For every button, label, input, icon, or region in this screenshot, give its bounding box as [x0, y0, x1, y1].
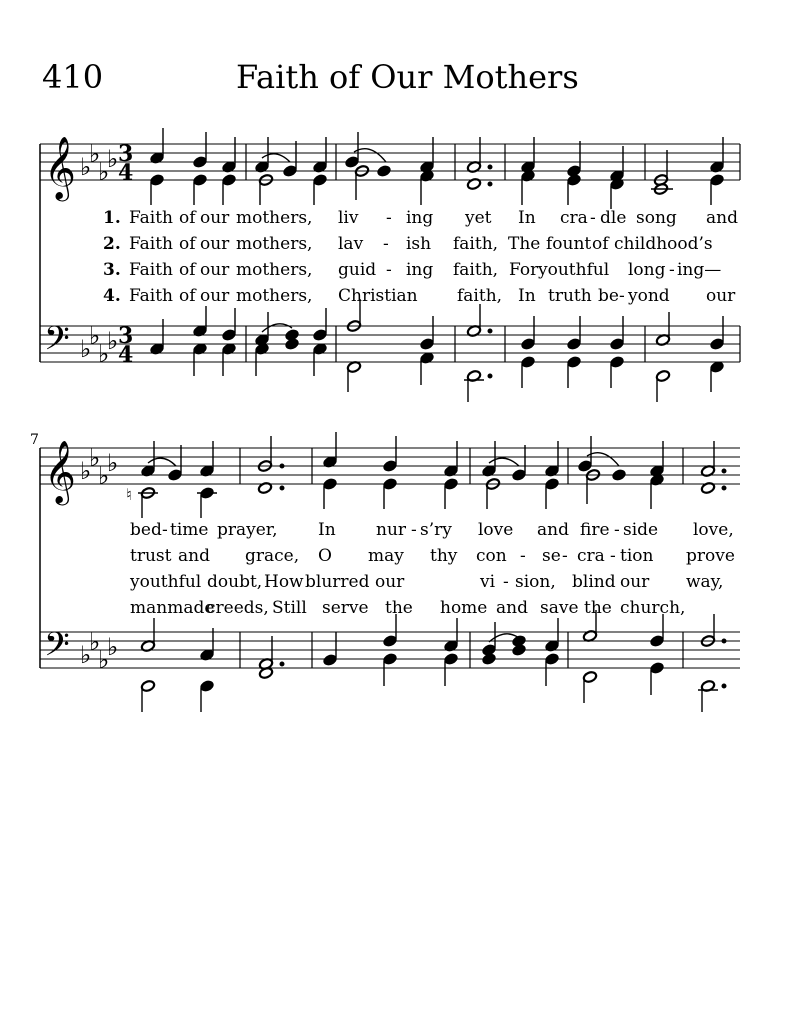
lyric-syllable: cra	[560, 208, 588, 228]
lyric-syllable: -	[383, 234, 389, 254]
lyric-syllable: mothers,	[236, 234, 313, 254]
barlines-2	[240, 448, 686, 668]
key-signature-flat-icon	[80, 444, 118, 674]
lyric-syllable: song	[636, 208, 677, 228]
lyric-syllable: Faith	[129, 286, 173, 306]
lyric-syllable: -	[411, 520, 417, 540]
svg-text:♭: ♭	[89, 322, 101, 350]
lyric-syllable: our	[200, 286, 230, 306]
lyric-syllable: fire	[580, 520, 610, 540]
lyric-syllable: lav	[338, 234, 364, 254]
lyric-syllable: bed	[130, 520, 162, 540]
bass-notes-1	[150, 299, 725, 402]
measure-number: 7	[30, 432, 39, 448]
lyric-syllable: serve	[322, 598, 369, 618]
lyric-syllable: ing—	[677, 260, 722, 280]
lyric-syllable: long	[628, 260, 666, 280]
lyric-syllable: In	[518, 208, 536, 228]
lyric-syllable: mothers,	[236, 286, 313, 306]
hymn-title: Faith of Our Mothers	[236, 58, 579, 96]
treble-staff-1	[40, 144, 740, 180]
svg-text:3: 3	[118, 141, 134, 167]
svg-text:♭: ♭	[89, 628, 101, 656]
lyric-syllable: tion	[620, 546, 654, 566]
verse-number: 4.	[103, 286, 121, 306]
lyric-syllable: our	[375, 572, 405, 592]
lyric-syllable: may	[368, 546, 404, 566]
lyric-syllable: -	[562, 546, 568, 566]
lyric-syllable: faith,	[457, 286, 503, 306]
lyric-syllable: our	[200, 208, 230, 228]
lyric-syllable: faith,	[453, 260, 499, 280]
lyric-syllable: -	[669, 260, 675, 280]
lyric-syllable: fount	[546, 234, 592, 254]
lyric-syllable: O	[318, 546, 332, 566]
lyric-syllable: yet	[465, 208, 492, 228]
lyric-syllable: of	[179, 286, 196, 306]
svg-text:♭: ♭	[98, 646, 110, 674]
lyric-syllable: save	[540, 598, 579, 618]
treble-clef-icon: 𝄞	[44, 440, 76, 503]
time-signature	[118, 141, 133, 368]
lyric-syllable: side	[623, 520, 659, 540]
lyric-syllable: -	[386, 208, 392, 228]
lyric-syllable: our	[620, 572, 650, 592]
lyric-syllable: youthful	[538, 260, 610, 280]
lyric-syllable: The	[508, 234, 541, 254]
lyric-syllable: guid	[338, 260, 377, 280]
svg-text:3: 3	[118, 323, 134, 349]
bass-staff-1	[40, 326, 740, 362]
svg-text:♭: ♭	[89, 140, 101, 168]
lyric-syllable: mothers,	[236, 260, 313, 280]
lyric-syllable: -	[386, 260, 392, 280]
lyric-syllable: creeds,	[206, 598, 269, 618]
lyric-syllable: Christian	[338, 286, 418, 306]
lyric-syllable: -	[619, 286, 625, 306]
verse-number: 2.	[103, 234, 121, 254]
svg-text:♭: ♭	[107, 145, 119, 173]
lyric-syllable: Still	[272, 598, 307, 618]
svg-text:♭: ♭	[107, 327, 119, 355]
lyric-syllable: Faith	[129, 208, 173, 228]
lyric-syllable: -	[503, 572, 509, 592]
svg-text:♭: ♭	[80, 641, 92, 669]
lyric-syllable: s’ry	[420, 520, 452, 540]
bass-clef-icon: 𝄢	[44, 320, 70, 366]
lyric-syllable: mothers,	[236, 208, 313, 228]
lyric-syllable: -	[610, 546, 616, 566]
lyric-syllable: our	[706, 286, 736, 306]
lyric-syllable: and	[178, 546, 210, 566]
svg-text:♭: ♭	[80, 335, 92, 363]
verse-number: 3.	[103, 260, 121, 280]
lyric-syllable: way,	[686, 572, 724, 592]
lyric-syllable: our	[200, 260, 230, 280]
lyric-syllable: In	[318, 520, 336, 540]
lyric-syllable: manmade	[130, 598, 215, 618]
lyric-syllable: liv	[338, 208, 359, 228]
lyric-syllable: of	[592, 234, 609, 254]
lyric-syllable: ish	[406, 234, 432, 254]
svg-text:♭: ♭	[98, 158, 110, 186]
lyric-syllable: In	[518, 286, 536, 306]
lyric-syllable: the	[385, 598, 413, 618]
lyric-syllable: church,	[620, 598, 686, 618]
lyric-syllable: nur	[376, 520, 407, 540]
lyric-syllable: Faith	[129, 234, 173, 254]
lyric-syllable: and	[706, 208, 738, 228]
treble-clef-icon: 𝄞	[44, 136, 76, 199]
lyric-syllable: How	[264, 572, 304, 592]
lyric-syllable: of	[179, 234, 196, 254]
lyric-syllable: youthful	[130, 572, 202, 592]
lyric-syllable: childhood’s	[614, 234, 713, 254]
lyric-syllable: of	[179, 260, 196, 280]
key-signature-flat-icon	[80, 140, 118, 368]
lyric-syllable: -	[614, 520, 620, 540]
lyric-syllable: blurred	[305, 572, 370, 592]
lyric-syllable: be	[598, 286, 619, 306]
hymn-number: 410	[42, 58, 104, 96]
lyric-syllable: con	[476, 546, 507, 566]
svg-text:♭: ♭	[98, 340, 110, 368]
lyric-syllable: love,	[693, 520, 734, 540]
lyric-syllable: cra	[577, 546, 605, 566]
lyric-syllable: yond	[628, 286, 670, 306]
lyric-syllable: doubt,	[207, 572, 263, 592]
lyric-syllable: home	[440, 598, 488, 618]
lyric-syllable: trust	[130, 546, 172, 566]
lyric-syllable: and	[537, 520, 569, 540]
treble-notes-1	[150, 128, 725, 209]
svg-text:4: 4	[118, 160, 134, 186]
svg-text:♭: ♭	[80, 457, 92, 485]
svg-text:♮: ♮	[126, 485, 132, 504]
lyric-syllable: -	[520, 546, 526, 566]
lyric-syllable: time	[170, 520, 209, 540]
lyric-syllable: thy	[430, 546, 458, 566]
svg-text:♭: ♭	[98, 462, 110, 490]
lyric-syllable: -	[162, 520, 168, 540]
lyric-syllable: our	[200, 234, 230, 254]
lyric-syllable: For	[509, 260, 539, 280]
verse-number: 1.	[103, 208, 121, 228]
lyric-syllable: sion,	[515, 572, 556, 592]
lyric-syllable: se	[542, 546, 561, 566]
lyric-syllable: truth	[548, 286, 592, 306]
svg-text:♭: ♭	[89, 444, 101, 472]
lyric-syllable: Faith	[129, 260, 173, 280]
lyric-syllable: faith,	[453, 234, 499, 254]
lyric-syllable: and	[496, 598, 528, 618]
bass-clef-icon: 𝄢	[44, 626, 70, 672]
lyric-syllable: of	[179, 208, 196, 228]
lyric-syllable: love	[478, 520, 514, 540]
svg-text:4: 4	[118, 342, 134, 368]
lyric-syllable: ing	[406, 260, 434, 280]
lyric-syllable: vi	[480, 572, 496, 592]
lyric-syllable: dle	[600, 208, 627, 228]
svg-text:♭: ♭	[107, 633, 119, 661]
lyric-syllable: prayer,	[217, 520, 278, 540]
svg-text:♭: ♭	[80, 153, 92, 181]
lyric-syllable: ing	[406, 208, 434, 228]
svg-text:♭: ♭	[107, 449, 119, 477]
lyric-syllable: grace,	[245, 546, 300, 566]
lyric-syllable: -	[590, 208, 596, 228]
bass-notes-2	[140, 610, 725, 712]
lyric-syllable: blind	[572, 572, 616, 592]
lyric-syllable: the	[584, 598, 612, 618]
lyric-syllable: prove	[686, 546, 735, 566]
